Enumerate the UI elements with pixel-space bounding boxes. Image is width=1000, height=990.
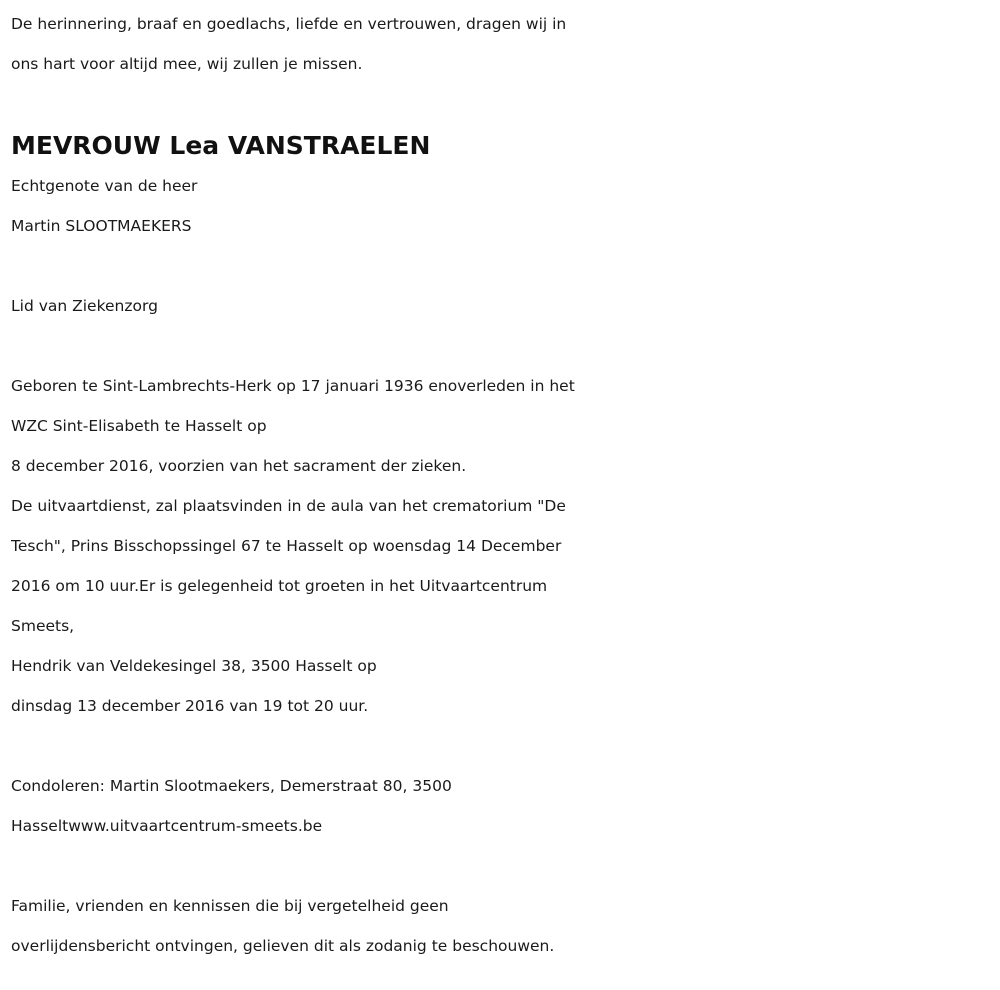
deceased-name: MEVROUW Lea VANSTRAELEN (11, 131, 431, 160)
details-line: 2016 om 10 uur.Er is gelegenheid tot groeten in het Uitvaartcentrum (11, 577, 548, 595)
spouse-name: Martin SLOOTMAEKERS (11, 217, 192, 235)
details-line: 8 december 2016, voorzien van het sacrament der zieken. (11, 457, 467, 475)
intro-line: De herinnering, braaf en goedlachs, liefde en vertrouwen, dragen wij in (11, 15, 567, 33)
details-line: Geboren te Sint-Lambrechts-Herk op 17 januari 1936 enoverleden in het (11, 377, 575, 395)
condolences-line: Condoleren: Martin Slootmaekers, Demerstraat 80, 3500 (11, 777, 452, 795)
spacer (11, 846, 991, 886)
closing-line: overlijdensbericht ontvingen, gelieven dit als zodanig te beschouwen. (11, 937, 555, 955)
spacer (11, 726, 991, 766)
details-line: dinsdag 13 december 2016 van 19 tot 20 uur. (11, 697, 369, 715)
membership-line: Lid van Ziekenzorg (11, 297, 158, 315)
details-line: Tesch", Prins Bisschopssingel 67 te Hasselt op woensdag 14 December (11, 537, 562, 555)
intro-line: ons hart voor altijd mee, wij zullen je missen. (11, 55, 363, 73)
details-line: Smeets, (11, 617, 75, 635)
details-line: De uitvaartdienst, zal plaatsvinden in de aula van het crematorium "De (11, 497, 566, 515)
details-line: Hendrik van Veldekesingel 38, 3500 Hasselt op (11, 657, 377, 675)
obituary-notice (11, 4, 991, 966)
closing-line: Familie, vrienden en kennissen die bij vergetelheid geen (11, 897, 449, 915)
details-line: WZC Sint-Elisabeth te Hasselt op (11, 417, 267, 435)
condolences-line: Hasseltwww.uitvaartcentrum-smeets.be (11, 817, 323, 835)
spacer (11, 326, 991, 366)
spacer (11, 246, 991, 286)
spouse-line: Echtgenote van de heer (11, 177, 198, 195)
